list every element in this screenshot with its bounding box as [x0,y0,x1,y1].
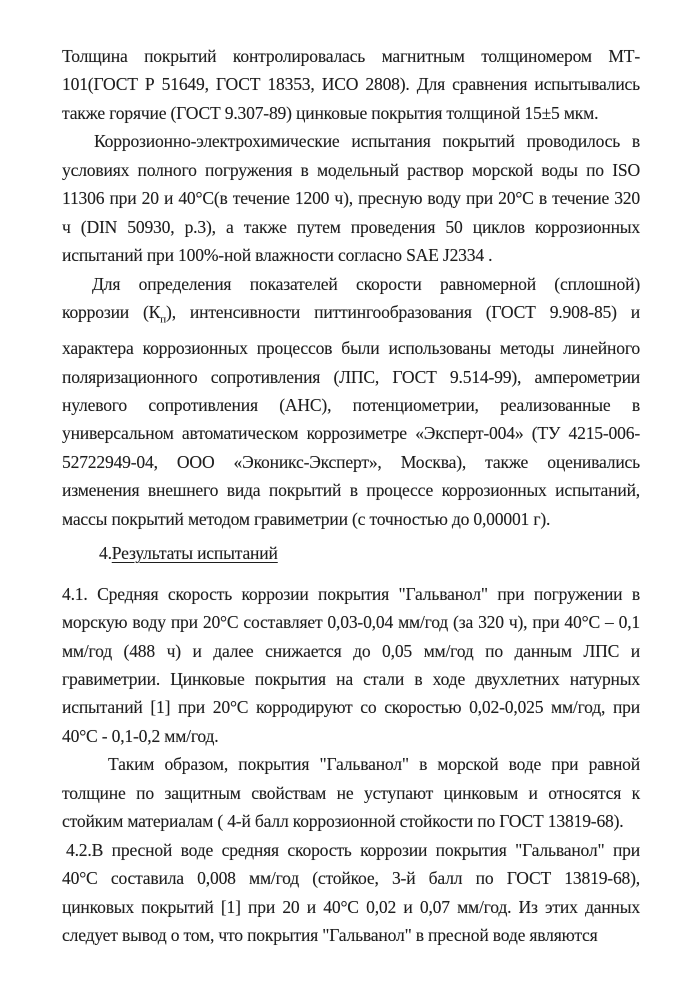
text-run: испытаний [1] при 20°С корродируют со скоростью 0,02-0,025 мм/год, при [62,697,640,718]
text-run: 4.2.В пресной воде средняя скорость коррозии покрытия "Гальванол" при [66,839,640,860]
text-line [62,391,640,419]
text-run: 101(ГОСТ Р 51649, ГОСТ 18353, ИСО 2808). Для сравнения испытывались [62,74,640,95]
text-line [62,448,640,476]
text-line [62,42,640,70]
text-run: испытаний при 100%-ной влажности согласно SAE J2334 . [62,245,493,266]
text-line [62,156,640,184]
text-run: условиях полного погружения в модельный раствор морской воды по ISO [62,159,640,180]
text-run: 11306 при 20 и 40°С(в течение 1200 ч), пресную воду при 20°С в течение 320 [62,188,640,209]
para-4-2-fresh-water-corrosion-rate [62,836,640,950]
text-line [62,693,640,721]
text-run: 52722949-04, ООО «Эконикс-Эксперт», Москва), также оценивались [62,451,640,472]
text-line [62,893,640,921]
para-measurement-methods [62,270,640,534]
text-run: Для определения показателей скорости равномерной (сплошной) [92,273,640,294]
text-line [62,608,640,636]
text-run: стойким материалам ( 4-й балл коррозионной стойкости по ГОСТ 13819-68). [62,811,624,832]
text-run: характера коррозионных процессов были использованы методы линейного [62,338,640,359]
text-run: цинковых покрытий [1] при 20 и 40°С 0,02 и 0,07 мм/год. Из этих данных [62,896,640,917]
para-corrosion-electrochemical-tests [62,127,640,269]
text-run: 4.1. Средняя скорость коррозии покрытия "Гальванол" при погружении в [62,583,640,604]
text-run: мм/год (488 ч) и далее снижается до 0,05 мм/год по данным ЛПС и [62,640,640,661]
text-line [62,539,640,567]
text-run: 40°С составила 0,008 мм/год (стойкое, 3-й балл по ГОСТ 13819-68), [62,868,640,889]
text-line [62,807,640,835]
para-conclusion-sea-water [62,750,640,835]
text-run: ), интенсивности питтингообразования (ГОСТ 9.908-85) и [166,302,640,323]
text-line [62,665,640,693]
text-run: 4. [99,543,112,564]
text-line [62,213,640,241]
text-run: гравиметрии. Цинковые покрытия на стали в ходе двухлетних натурных [62,669,640,690]
text-run: нулевого сопротивления (АНС), потенциометрии, реализованные в [62,394,640,415]
text-run: 40°С - 0,1-0,2 мм/год. [62,725,219,746]
text-line [62,836,640,864]
text-run: также горячие (ГОСТ 9.307-89) цинковые покрытия толщиной 15±5 мкм. [62,102,599,123]
text-line [62,127,640,155]
text-run: ч (DIN 50930, р.3), а также путем проведения 50 циклов коррозионных [62,216,640,237]
text-line [62,921,640,949]
text-run: толщине по защитным свойствам не уступают цинковым и относятся к [62,782,640,803]
text-line [62,99,640,127]
text-run: Коррозионно-электрохимические испытания покрытий проводилось в [94,131,640,152]
text-run: изменения внешнего вида покрытий в процессе коррозионных испытаний, [62,480,640,501]
para-thickness-measurement [62,42,640,127]
text-line [62,476,640,504]
text-line [62,241,640,269]
text-line [62,505,640,533]
text-run: Толщина покрытий контролировалась магнитным толщиномером МТ- [62,46,640,66]
text-line [62,334,640,362]
text-run: следует вывод о том, что покрытия "Гальванол" в пресной воде являются [62,925,598,946]
text-line [62,184,640,212]
underlined-text: Результаты испытаний [111,543,278,564]
text-run: универсальном автоматическом коррозиметре «Эксперт-004» (ТУ 4215-006- [62,423,640,444]
text-line [62,298,640,334]
text-line [62,779,640,807]
text-line [62,750,640,778]
text-line [62,419,640,447]
para-4-1-sea-water-corrosion-rate [62,580,640,751]
text-line [62,637,640,665]
text-line [62,722,640,750]
text-run: массы покрытий методом гравиметрии (с точностью до 0,00001 г). [62,508,551,529]
text-line [62,363,640,391]
text-run: п [160,313,167,326]
text-line [62,270,640,298]
text-line [62,70,640,98]
text-line [62,580,640,608]
text-run: коррозии (К [62,302,161,323]
heading-test-results [62,539,640,567]
text-line [62,864,640,892]
text-run: Таким образом, покрытия "Гальванол" в морской воде при равной [108,754,640,775]
text-run: поляризационного сопротивления (ЛПС, ГОСТ 9.514-99), амперометрии [62,366,640,387]
text-run: морскую воду при 20°С составляет 0,03-0,04 мм/год (за 320 ч), при 40°С – 0,1 [62,612,640,633]
